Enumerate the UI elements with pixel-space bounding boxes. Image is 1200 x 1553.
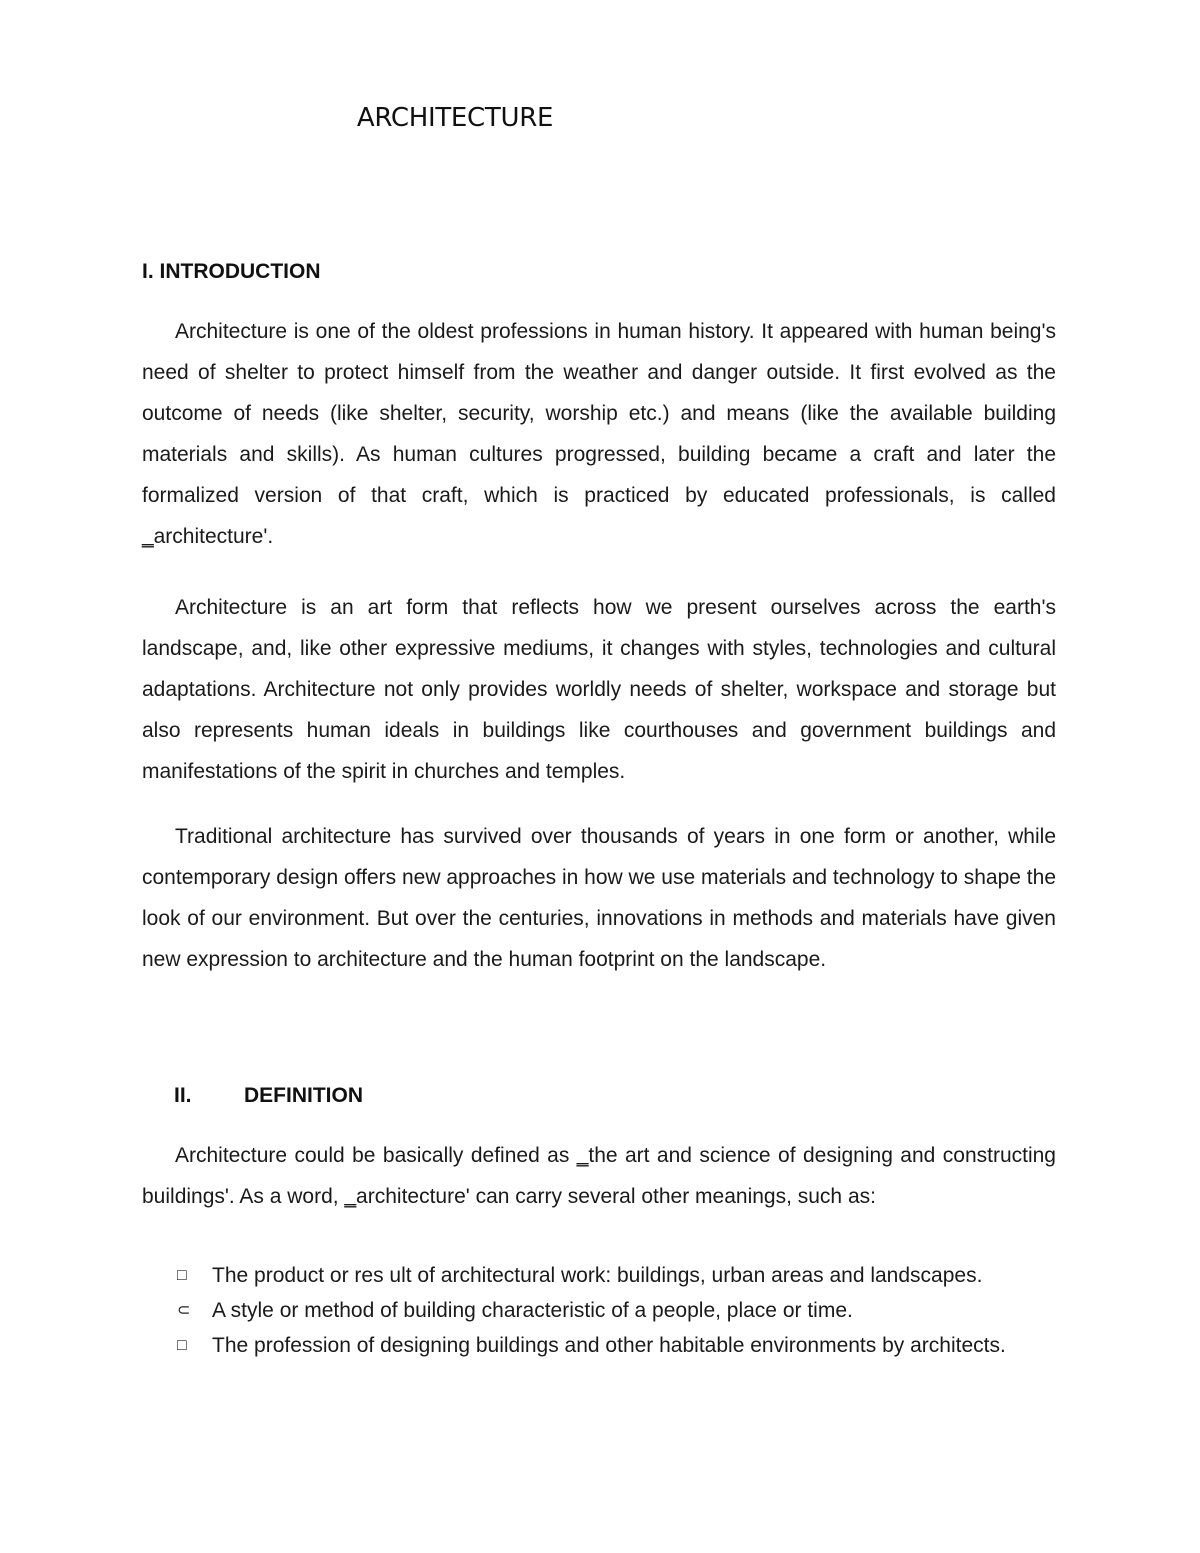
definition-paragraph: Architecture could be basically defined as ‗the art and science of designing and constructing buildings'. As a word, ‗architecture' can carry several other meanings, such as: [142,1144,1056,1208]
intro-paragraph-2: Architecture is an art form that reflects how we present ourselves across the earth's landscape, and, like other expressive mediums, it changes with styles, technologies and cultural adaptations. Architecture not only provides worldly needs of shelter, workspace and storage but also represents human ideals in buildings like courthouses and government buildings and manifestations of the spirit in churches and temples. [142,596,1056,783]
list-item [142,1333,1056,1358]
list-item [142,1263,1056,1288]
list-item [142,1298,1056,1323]
subset-bullet-icon: ⊂ [177,1302,191,1319]
definition-bullet-list [142,1263,1056,1358]
section-heading-introduction: I. INTRODUCTION [142,260,321,283]
intro-paragraph-3: Traditional architecture has survived over thousands of years in one form or another, while contemporary design offers new approaches in how we use materials and technology to shape the look of our environment. But over the centuries, innovations in methods and materials have given new expression to architecture and the human footprint on the landscape. [142,825,1056,971]
square-bullet-icon: □ [177,1267,187,1284]
document-title: ARCHITECTURE [356,103,554,133]
intro-paragraph-1: Architecture is one of the oldest professions in human history. It appeared with human being's need of shelter to protect himself from the weather and danger outside. It first evolved as the outcome of needs (like shelter, security, worship etc.) and means (like the available building materials and skills). As human cultures progressed, building became a craft and later the formalized version of that craft, which is practiced by educated professionals, is called ‗architecture'. [142,320,1056,548]
list-item-text: The product or res ult of architectural work: buildings, urban areas and landscapes. [212,1264,983,1287]
list-item-text: A style or method of building characteristic of a people, place or time. [212,1299,853,1322]
square-bullet-icon: □ [177,1337,187,1354]
list-item-text: The profession of designing buildings and other habitable environments by architects. [212,1334,1006,1357]
section-numeral: II. [174,1084,192,1107]
section-heading-text: DEFINITION [244,1084,363,1107]
